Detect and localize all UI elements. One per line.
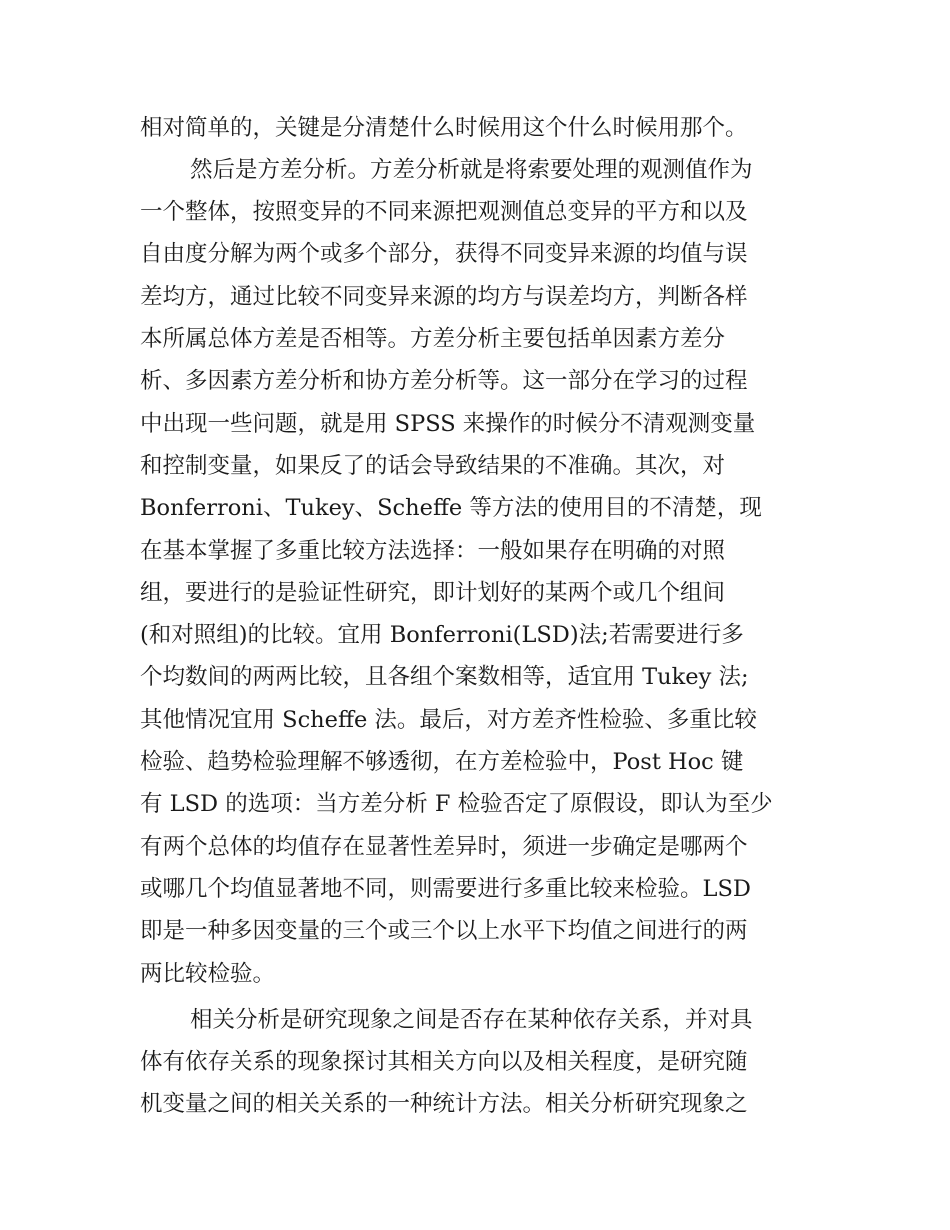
text-line: 组，要进行的是验证性研究，即计划好的某两个或几个组间 (140, 580, 726, 606)
text-line: 在基本掌握了多重比较方法选择：一般如果存在明确的对照 (140, 538, 726, 564)
text-line: 有 LSD 的选项：当方差分析 F 检验否定了原假设，即认为至少 (140, 791, 773, 817)
text-line: 中出现一些问题，就是用 SPSS 来操作的时候分不清观测变量 (140, 411, 756, 437)
text-line: 和控制变量，如果反了的话会导致结果的不准确。其次，对 (140, 453, 726, 479)
paragraph-start-line: 然后是方差分析。方差分析就是将索要处理的观测值作为 (190, 157, 753, 183)
text-line: Bonferroni、Tukey、Scheffe 等方法的使用目的不清楚，现 (140, 495, 762, 521)
text-line: 体有依存关系的现象探讨其相关方向以及相关程度，是研究随 (140, 1049, 748, 1075)
text-line: 两比较检验。 (140, 961, 276, 987)
text-line: 检验、趋势检验理解不够透彻，在方差检验中，Post Hoc 键 (140, 749, 744, 775)
text-line: 相对简单的，关键是分清楚什么时候用这个什么时候用那个。 (140, 115, 748, 141)
text-line: 即是一种多因变量的三个或三个以上水平下均值之间进行的两 (140, 918, 748, 944)
text-line: 差均方，通过比较不同变异来源的均方与误差均方，判断各样 (140, 284, 748, 310)
text-line: 有两个总体的均值存在显著性差异时，须进一步确定是哪两个 (140, 834, 748, 860)
paragraph-start-line: 相关分析是研究现象之间是否存在某种依存关系，并对具 (190, 1007, 753, 1033)
text-line: (和对照组)的比较。宜用 Bonferroni(LSD)法;若需要进行多 (140, 622, 744, 648)
text-line: 个均数间的两两比较，且各组个案数相等，适宜用 Tukey 法; (140, 664, 749, 690)
text-line: 自由度分解为两个或多个部分，获得不同变异来源的均值与误 (140, 241, 748, 267)
text-line: 本所属总体方差是否相等。方差分析主要包括单因素方差分 (140, 326, 726, 352)
text-line: 其他情况宜用 Scheffe 法。最后，对方差齐性检验、多重比较 (140, 707, 757, 733)
text-line: 析、多因素方差分析和协方差分析等。这一部分在学习的过程 (140, 368, 748, 394)
text-line: 或哪几个均值显著地不同，则需要进行多重比较来检验。LSD (140, 876, 751, 902)
text-line: 机变量之间的相关关系的一种统计方法。相关分析研究现象之 (140, 1091, 748, 1117)
text-line: 一个整体，按照变异的不同来源把观测值总变异的平方和以及 (140, 199, 748, 225)
